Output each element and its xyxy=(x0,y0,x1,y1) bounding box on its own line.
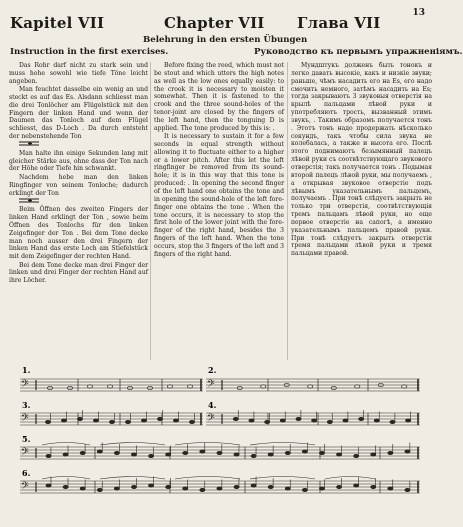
note-head xyxy=(63,453,68,456)
chapter-title-german: Kapitel VII xyxy=(10,14,105,32)
bass-clef-icon: 𝄢 xyxy=(21,446,29,460)
english-paragraph: It is necessary to sustain it for a few seconds in equal strength without allowing it to fluctuate either to a higher or a lower pitch. After this let the left ringfinger be removed from its sound-hole; it is in this way that this tone is produced: . In opening the second finger of the left hand one obtains the tone and in opening the sound-hole of the left fore-finger one obtains the tone . When the tone occurs, it is necessary to stop the first hole of the lower joint with the fore-finger of the right hand, besides the 3 fingers of the left hand. When the tone occurs, stop the 3 fingers of the left and 3 fingers of the right hand. xyxy=(154,133,284,258)
note-head xyxy=(167,385,172,388)
note-head xyxy=(261,385,266,388)
note-head xyxy=(187,385,192,388)
note-head xyxy=(148,454,153,457)
note-head xyxy=(183,487,188,490)
note-head xyxy=(93,419,98,422)
english-paragraph: Before fixing the reed, which must not be stout and which utters the high notes as well as the low ones equally easily: to the crook it is necessary to moisten it somewhat. Then it is fastened to the crook and the three sound-holes of the tenor-joint are closed by the fingers of the left hand, then the tonguing D is applied. The tone produced by this is: . xyxy=(154,62,284,132)
note-head xyxy=(285,487,290,490)
note-head xyxy=(166,485,171,488)
note-head xyxy=(46,484,51,487)
german-paragraph: Nachdem hebe man den linken Ringfinger von seinem Tonloche; dadurch erklingt der Ton xyxy=(9,173,148,197)
bass-clef-icon: 𝄢 xyxy=(207,378,215,392)
note-head xyxy=(217,487,222,490)
note-head xyxy=(233,417,238,420)
note-head xyxy=(268,453,273,456)
note-head xyxy=(354,454,359,457)
exercise-number: 6. xyxy=(22,468,31,478)
chapter-title-russian: Глава VII xyxy=(297,14,381,32)
note-head xyxy=(265,420,270,423)
note-head xyxy=(45,420,50,423)
note-head xyxy=(109,420,114,423)
slur xyxy=(250,443,315,446)
exercise-number: 3. xyxy=(22,400,31,410)
bass-clef-icon: 𝄢 xyxy=(21,378,29,392)
slur xyxy=(175,477,240,480)
slur xyxy=(325,477,375,480)
german-paragraph: Man feuchtet dasselbe ein wenig an und steckt es auf das Es. Alsdann schliesst man die drei Tonlöcher am Flügelstück mit den Fingern der linken Hand und wenn der Daumen das Tonloch auf dem Flügel schliesst, das D-Loch . Da durch entsteht der nebenstehende Ton xyxy=(9,86,148,141)
note-head xyxy=(148,484,153,487)
note-head xyxy=(87,385,92,388)
russian-paragraph: Мундштукъ долженъ быть тонокъ и легко давать высокіе, какъ и низкіе звуки; раньше, чѣмъ насадить его на Es, его надо смочить немного, затѣмъ насадить на Es; тогда закрываютъ 3 звуковыя отверстія на крылѣ пальцами лѣвой руки и употребляютъ трость, вызванный этимъ звукъ, . Такимъ образомъ получается тонъ . Этотъ тонъ надо продержать нѣсколько секундъ, такъ чтобы сила звука не колебалась, а также и высота его. Послѣ этого поднимаютъ безымянный палецъ лѣвой руки съ соотвѣтствующаго звукового отверстія; такъ получается тонъ . Подымая второй палецъ лѣвой руки, мы получаемъ , а открывая звуковое отверстіе подъ лѣвымъ указательнымъ пальцемъ, получаемъ . При тонѣ слѣдуетъ закрыть не только три отверстія, соотвѣтствующія тремъ пальцамъ лѣвой руки, но еще первое отверстіе на сапогѣ, а именно указательнымъ пальцемъ правой руки. При тонѣ слѣдуетъ закрыть отверстія тремя пальцами лѣвой руки и тремя пальцами правой. xyxy=(291,62,432,258)
note-head xyxy=(388,451,393,454)
note-head xyxy=(371,485,376,488)
note-head xyxy=(354,484,359,487)
note-head xyxy=(251,454,256,457)
note-head xyxy=(359,417,364,420)
bass-clef-icon: 𝄢 xyxy=(21,412,29,426)
note-head xyxy=(249,419,254,422)
slur xyxy=(42,477,90,480)
exercise-number: 2. xyxy=(208,365,217,375)
note-head xyxy=(97,450,102,453)
note-head xyxy=(319,487,324,490)
note-head xyxy=(77,417,82,420)
note-head xyxy=(251,484,256,487)
note-head xyxy=(406,419,411,422)
slur xyxy=(42,443,90,446)
exercise-number: 4. xyxy=(208,400,217,410)
note-head xyxy=(217,451,222,454)
note-head xyxy=(234,453,239,456)
note-head xyxy=(125,420,130,423)
note-head xyxy=(200,488,205,491)
bass-clef-icon: 𝄢 xyxy=(207,412,215,426)
german-paragraph: Beim Öffnen des zweiten Fingers der linken Hand erklingt der Ton , sowie beim Öffnen des Tonlochs für den linken Zeigefinger der Ton . Bei dem Tone decke man noch ausser den drei Fingern der linken Hand das erste Loch am Stiefelstück mit dem Zeigefinger der rechten Hand. xyxy=(9,206,148,261)
page-number: 13 xyxy=(412,8,425,18)
note-head xyxy=(336,453,341,456)
slur xyxy=(100,443,165,446)
note-head xyxy=(97,488,102,491)
note-head xyxy=(336,485,341,488)
note-head xyxy=(80,451,85,454)
note-head xyxy=(183,451,188,454)
note-head xyxy=(131,485,136,488)
slur xyxy=(175,443,240,446)
note-head xyxy=(61,419,66,422)
note-head xyxy=(371,453,376,456)
chapter-title-english: Chapter VII xyxy=(164,14,265,32)
subtitle-english: Instruction in the first exercises. xyxy=(10,47,169,57)
note-head xyxy=(157,417,162,420)
note-head xyxy=(63,485,68,488)
subtitle-german: Belehrung in den ersten Übungen xyxy=(143,35,308,45)
note-head xyxy=(80,487,85,490)
note-head xyxy=(114,451,119,454)
note-head xyxy=(141,419,146,422)
note-head xyxy=(405,450,410,453)
note-head xyxy=(355,385,360,388)
subtitle-russian: Руководство къ первымъ упражненіямъ. xyxy=(254,47,463,57)
note-head xyxy=(46,454,51,457)
note-head xyxy=(388,487,393,490)
note-head xyxy=(405,488,410,491)
note-head xyxy=(285,451,290,454)
note-head xyxy=(189,420,194,423)
german-paragraph: Man halte ihn einige Sekunden lang mit gleicher Stärke aus, ohne dass der Ton nach der Höhe oder Tiefe hin schwankt. xyxy=(9,149,148,173)
note-head xyxy=(114,487,119,490)
slur xyxy=(250,477,315,480)
note-head xyxy=(390,420,395,423)
german-paragraph: Das Rohr darf nicht zu stark sein und muss hohe sowohl wie tiefe Töne leicht angeben. xyxy=(9,62,148,85)
note-head xyxy=(107,385,112,388)
exercise-number: 5. xyxy=(22,434,31,444)
note-head xyxy=(312,419,317,422)
note-head xyxy=(343,419,348,422)
note-head xyxy=(296,417,301,420)
note-head xyxy=(166,453,171,456)
exercise-number: 1. xyxy=(22,365,31,375)
note-head xyxy=(308,385,313,388)
note-head xyxy=(280,419,285,422)
note-head xyxy=(173,419,178,422)
note-head xyxy=(268,485,273,488)
note-head xyxy=(302,488,307,491)
note-head xyxy=(319,451,324,454)
note-head xyxy=(200,450,205,453)
note-head xyxy=(234,485,239,488)
note-head xyxy=(302,450,307,453)
note-head xyxy=(131,453,136,456)
german-paragraph: Bei dem Tone decke man drei Finger der linken und drei Finger der rechten Hand auf ihre Löcher. xyxy=(9,261,148,285)
staff-group xyxy=(20,378,420,494)
note-head xyxy=(402,385,407,388)
note-head xyxy=(374,419,379,422)
slur xyxy=(100,477,165,480)
bass-clef-icon: 𝄢 xyxy=(21,480,29,494)
note-head xyxy=(327,420,332,423)
